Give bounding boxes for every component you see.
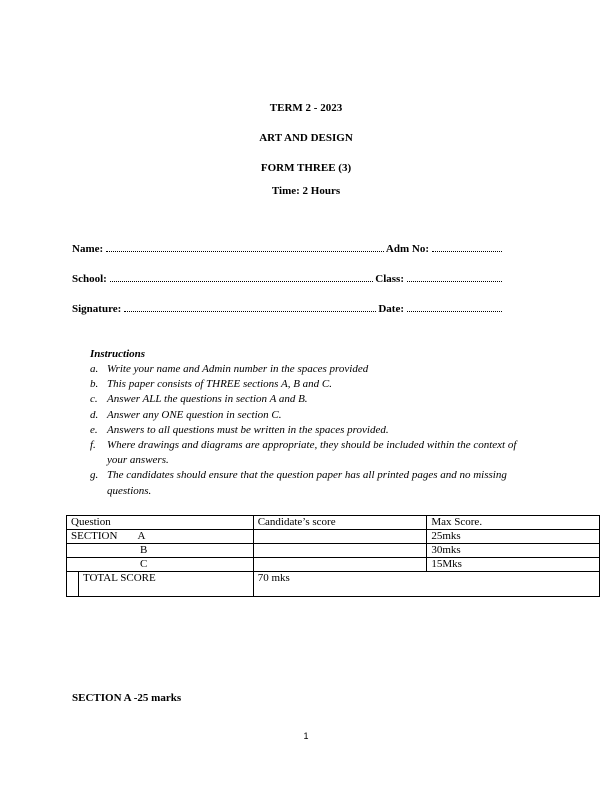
row-question: C [67,558,254,572]
section-letter: A [137,530,146,542]
item-letter: f. [90,439,96,452]
item-text: This paper consists of THREE sections A, B and C. [107,378,332,391]
item-letter: a. [90,363,99,375]
header-candidate-score: Candidate’s score [253,516,427,530]
table-header-row [67,516,600,530]
school-field[interactable] [110,281,373,282]
instruction-item [90,408,520,423]
item-letter: b. [90,378,99,391]
adm-no-label: Adm No: [385,243,429,255]
total-spacer-cell [67,572,79,597]
school-line [72,273,504,285]
row-score[interactable] [253,544,427,558]
section-label: SECTION [71,530,118,542]
instruction-item [90,423,520,438]
class-label: Class: [375,273,404,285]
table-row [67,558,600,572]
adm-no-field[interactable] [432,251,502,252]
item-letter: g. [90,469,99,482]
row-score[interactable] [253,558,427,572]
page-number: 1 [303,731,309,741]
instruction-item [90,377,520,392]
total-value: 70 mks [253,572,599,597]
item-text: Write your name and Admin number in the spaces provided [107,363,369,375]
signature-field[interactable] [124,311,376,312]
name-field[interactable] [106,251,384,252]
row-max: 15Mks [427,558,600,572]
score-table [66,515,600,597]
date-label: Date: [378,303,404,315]
item-letter: e. [90,423,98,436]
instructions-heading: Instructions [90,348,146,360]
exam-subject: ART AND DESIGN [259,132,353,144]
item-letter: d. [90,408,99,421]
row-question: B [67,544,254,558]
exam-term: TERM 2 - 2023 [269,102,343,114]
item-text: Answer ALL the questions in section A and B. [107,393,308,406]
instruction-item [90,468,520,498]
row-max: 30mks [427,544,600,558]
row-score[interactable] [253,530,427,544]
header-question: Question [67,516,254,530]
date-field[interactable] [407,311,502,312]
item-letter: c. [90,393,98,406]
instructions-list [90,362,520,499]
signature-label: Signature: [72,303,122,315]
name-label: Name: [72,243,104,255]
instruction-item [90,438,520,468]
section-a-heading: SECTION A -25 marks [72,692,182,704]
school-label: School: [72,273,107,285]
class-field[interactable] [407,281,502,282]
instruction-item [90,392,520,407]
item-text: Where drawings and diagrams are appropriate, they should be included within the context of your answers. [107,439,517,467]
row-max: 25mks [427,530,600,544]
item-text: Answer any ONE question in section C. [107,408,282,421]
exam-time: Time: 2 Hours [271,185,341,197]
name-line [72,243,504,255]
total-label: TOTAL SCORE [78,572,253,597]
exam-form: FORM THREE (3) [260,162,352,174]
row-question [67,530,254,544]
item-text: Answers to all questions must be written in the spaces provided. [107,423,389,436]
total-row [67,572,600,597]
item-text: The candidates should ensure that the question paper has all printed pages and no missing questions. [107,469,507,497]
table-row [67,530,600,544]
instruction-item [90,362,520,377]
table-row [67,544,600,558]
header-max-score: Max Score. [427,516,600,530]
signature-line [72,303,504,315]
